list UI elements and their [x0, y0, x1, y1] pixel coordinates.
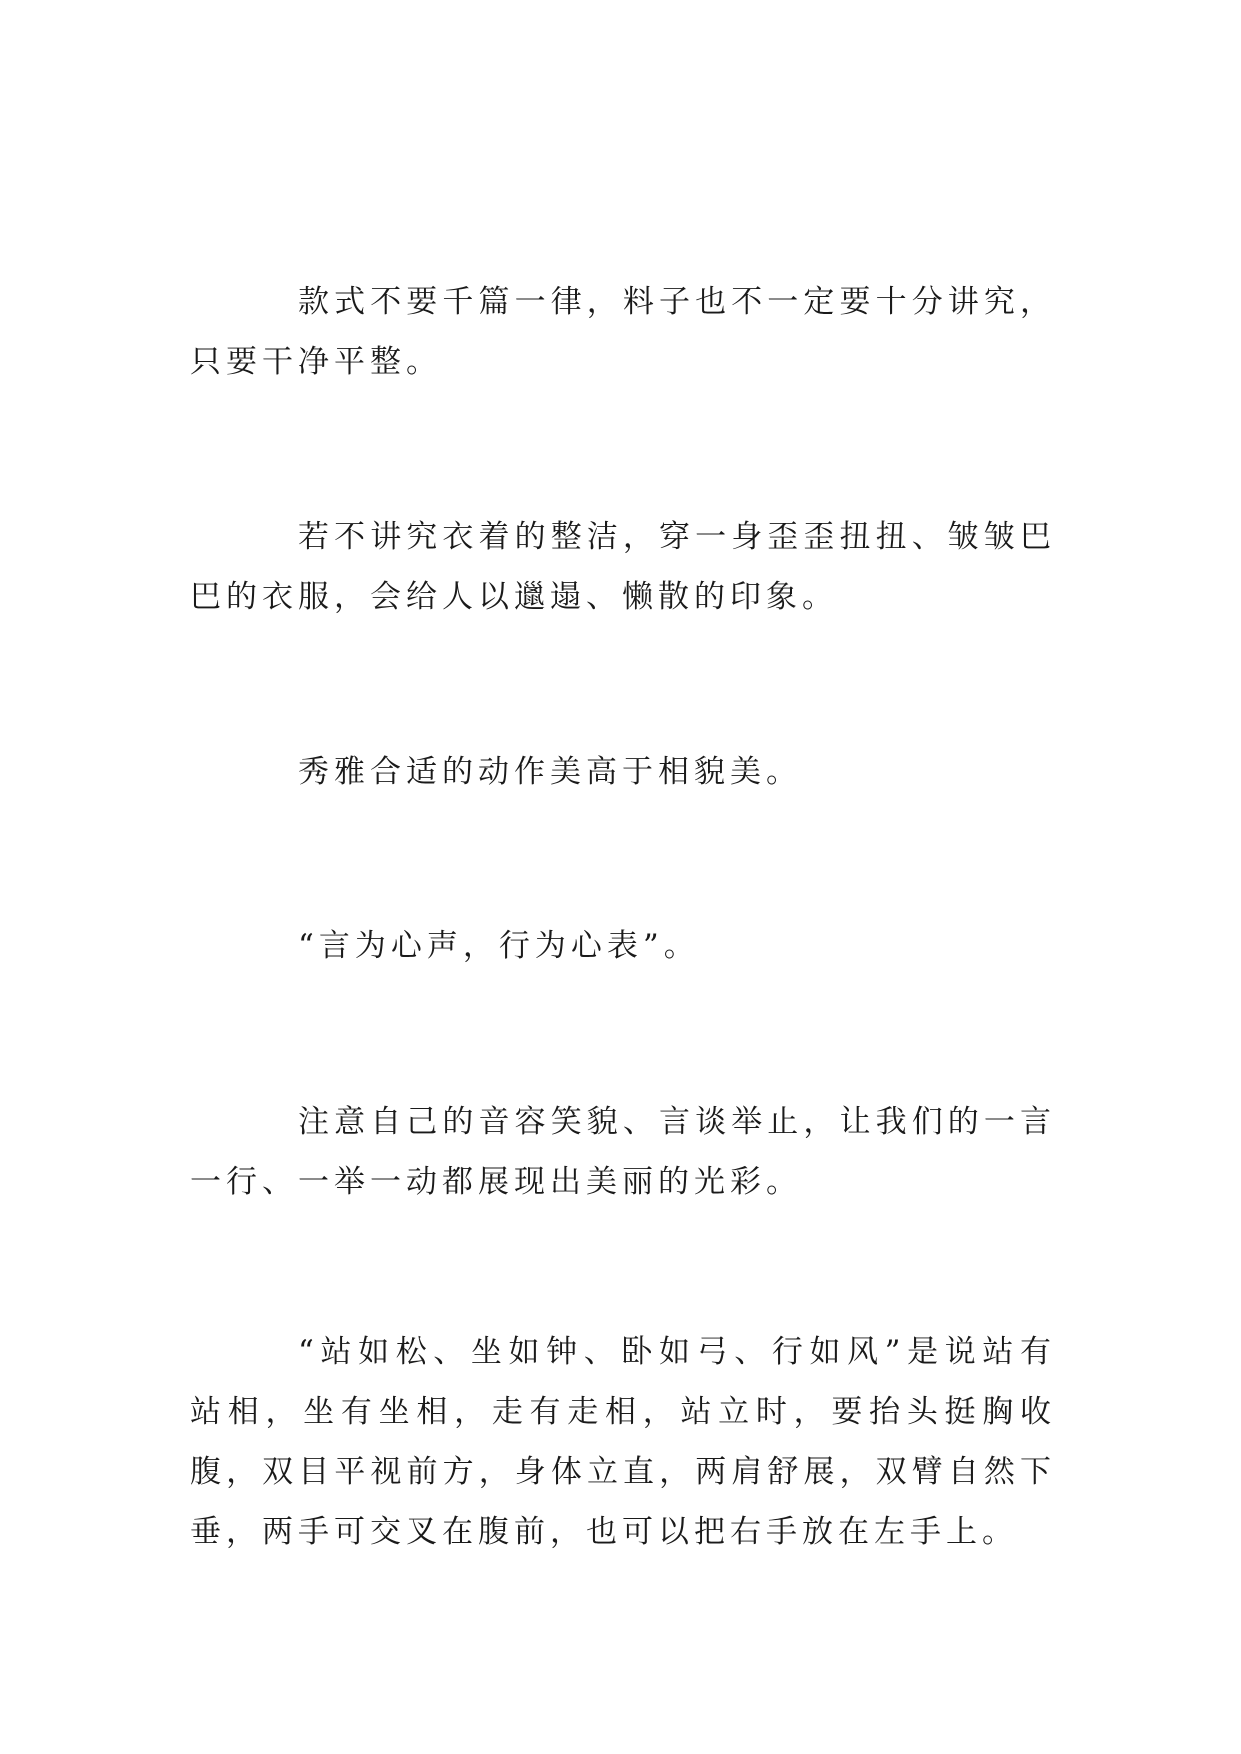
- paragraph-clothing-neatness: 若不讲究衣着的整洁，穿一身歪歪扭扭、皱皱巴巴的衣服，会给人以邋遢、懒散的印象。: [190, 519, 1056, 615]
- paragraph-graceful-movement: 秀雅合适的动作美高于相貌美。: [298, 754, 802, 790]
- paragraph-manners: 注意自己的音容笑貌、言谈举止，让我们的一言一行、一举一动都展现出美丽的光彩。: [190, 1104, 1056, 1200]
- paragraph-posture: “站如松、坐如钟、卧如弓、行如风”是说站有站相，坐有坐相，走有走相，站立时，要抬头挺胸收腹，双目平视前方，身体立直，两肩舒展，双臂自然下垂，两手可交叉在腹前，也可以把右手放在左手上。: [190, 1334, 1056, 1550]
- paragraph-clothing-style: 款式不要千篇一律，料子也不一定要十分讲究，只要干净平整。: [190, 284, 1056, 380]
- paragraph-quote-speech-behavior: “言为心声，行为心表”。: [298, 928, 700, 964]
